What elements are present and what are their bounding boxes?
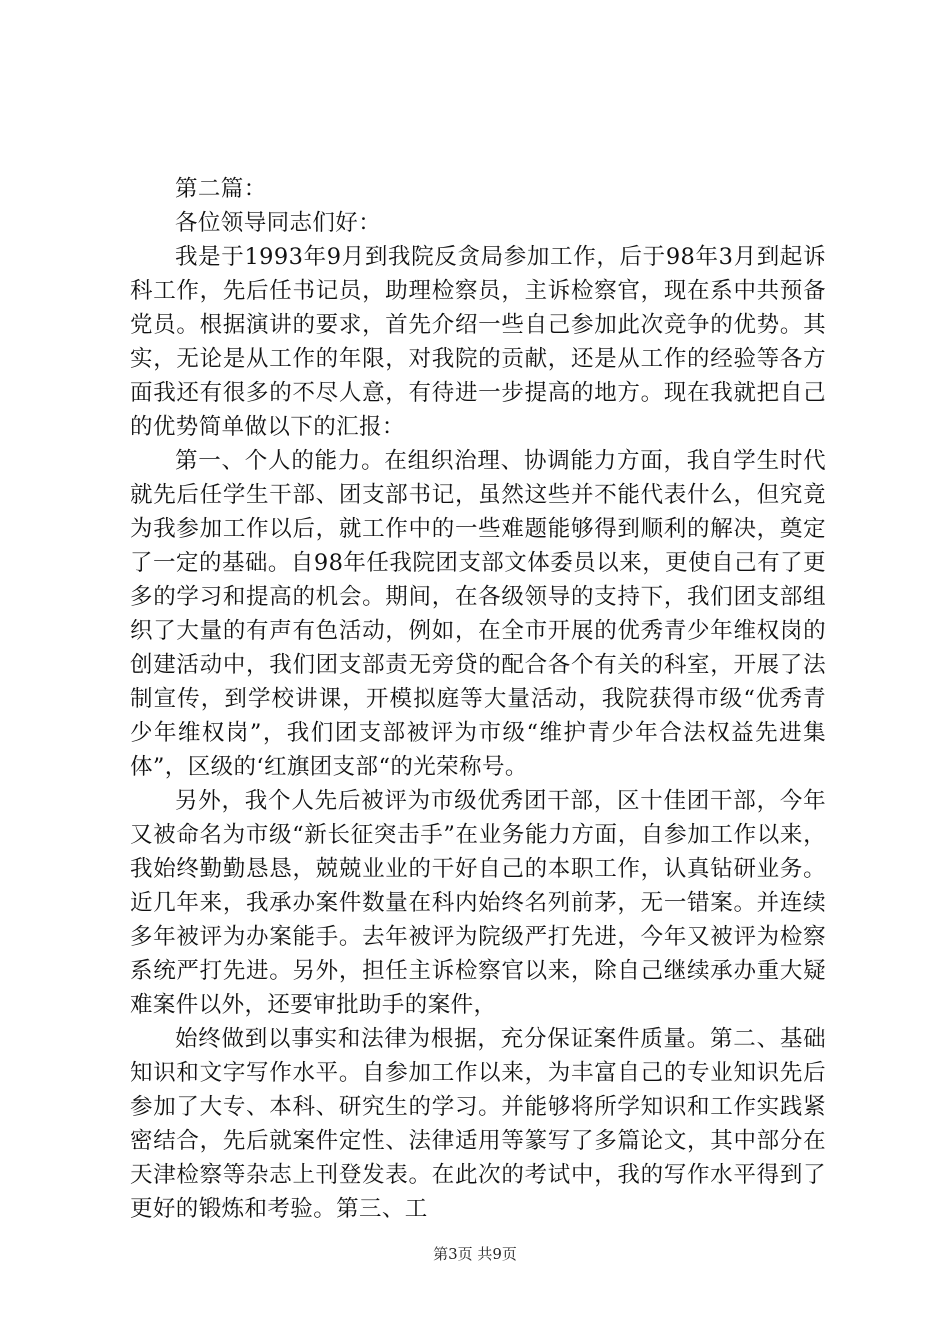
section-heading: 第二篇：	[175, 176, 267, 202]
body-paragraph-intro: 我是于1993年9月到我院反贪局参加工作，后于98年3月到起诉科工作，先后任书记员，助理检察员，主诉检察官，现在系中共预备党员。根据演讲的要求，首先介绍一些自己参加此次竞争的优势。其实，无论是从工作的年限，对我院的贡献，还是从工作的经验等各方面我还有很多的不尽人意，有待进一步提高的地方。现在我就把自己的优势简单做以下的汇报：	[130, 244, 826, 440]
body-paragraph-ability: 第一、个人的能力。在组织治理、协调能力方面，我自学生时代就先后任学生干部、团支部书记，虽然这些并不能代表什么，但究竟为我参加工作以后，就工作中的一些难题能够得到顺利的解决，奠定了一定的基础。自98年任我院团支部文体委员以来，更使自己有了更多的学习和提高的机会。期间，在各级领导的支持下，我们团支部组织了大量的有声有色活动，例如，在全市开展的优秀青少年维权岗的创建活动中，我们团支部责无旁贷的配合各个有关的科室，开展了法制宣传，到学校讲课，开模拟庭等大量活动，我院获得市级“优秀青少年维权岗”，我们团支部被评为市级“维护青少年合法权益先进集体”，区级的‘红旗团支部“的光荣称号。	[130, 448, 826, 780]
body-paragraph-knowledge: 始终做到以事实和法律为根据，充分保证案件质量。第二、基础知识和文字写作水平。自参加工作以来，为丰富自己的专业知识先后参加了大专、本科、研究生的学习。并能够将所学知识和工作实践紧密结合，先后就案件定性、法律适用等篆写了多篇论文，其中部分在天津检察等杂志上刊登发表。在此次的考试中，我的写作水平得到了更好的锻炼和考验。第三、工	[130, 1026, 826, 1222]
body-paragraph-honors: 另外，我个人先后被评为市级优秀团干部，区十佳团干部，今年又被命名为市级“新长征突击手”在业务能力方面，自参加工作以来，我始终勤勤恳恳，兢兢业业的干好自己的本职工作，认真钻研业务。近几年来，我承办案件数量在科内始终名列前茅，无一错案。并连续多年被评为办案能手。去年被评为院级严打先进，今年又被评为检察系统严打先进。另外，担任主诉检察官以来，除自己继续承办重大疑难案件以外，还要审批助手的案件，	[130, 788, 826, 1018]
document-body	[130, 172, 826, 1226]
salutation: 各位领导同志们好：	[175, 210, 382, 236]
page-number-footer: 第3页 共9页	[433, 1245, 517, 1263]
